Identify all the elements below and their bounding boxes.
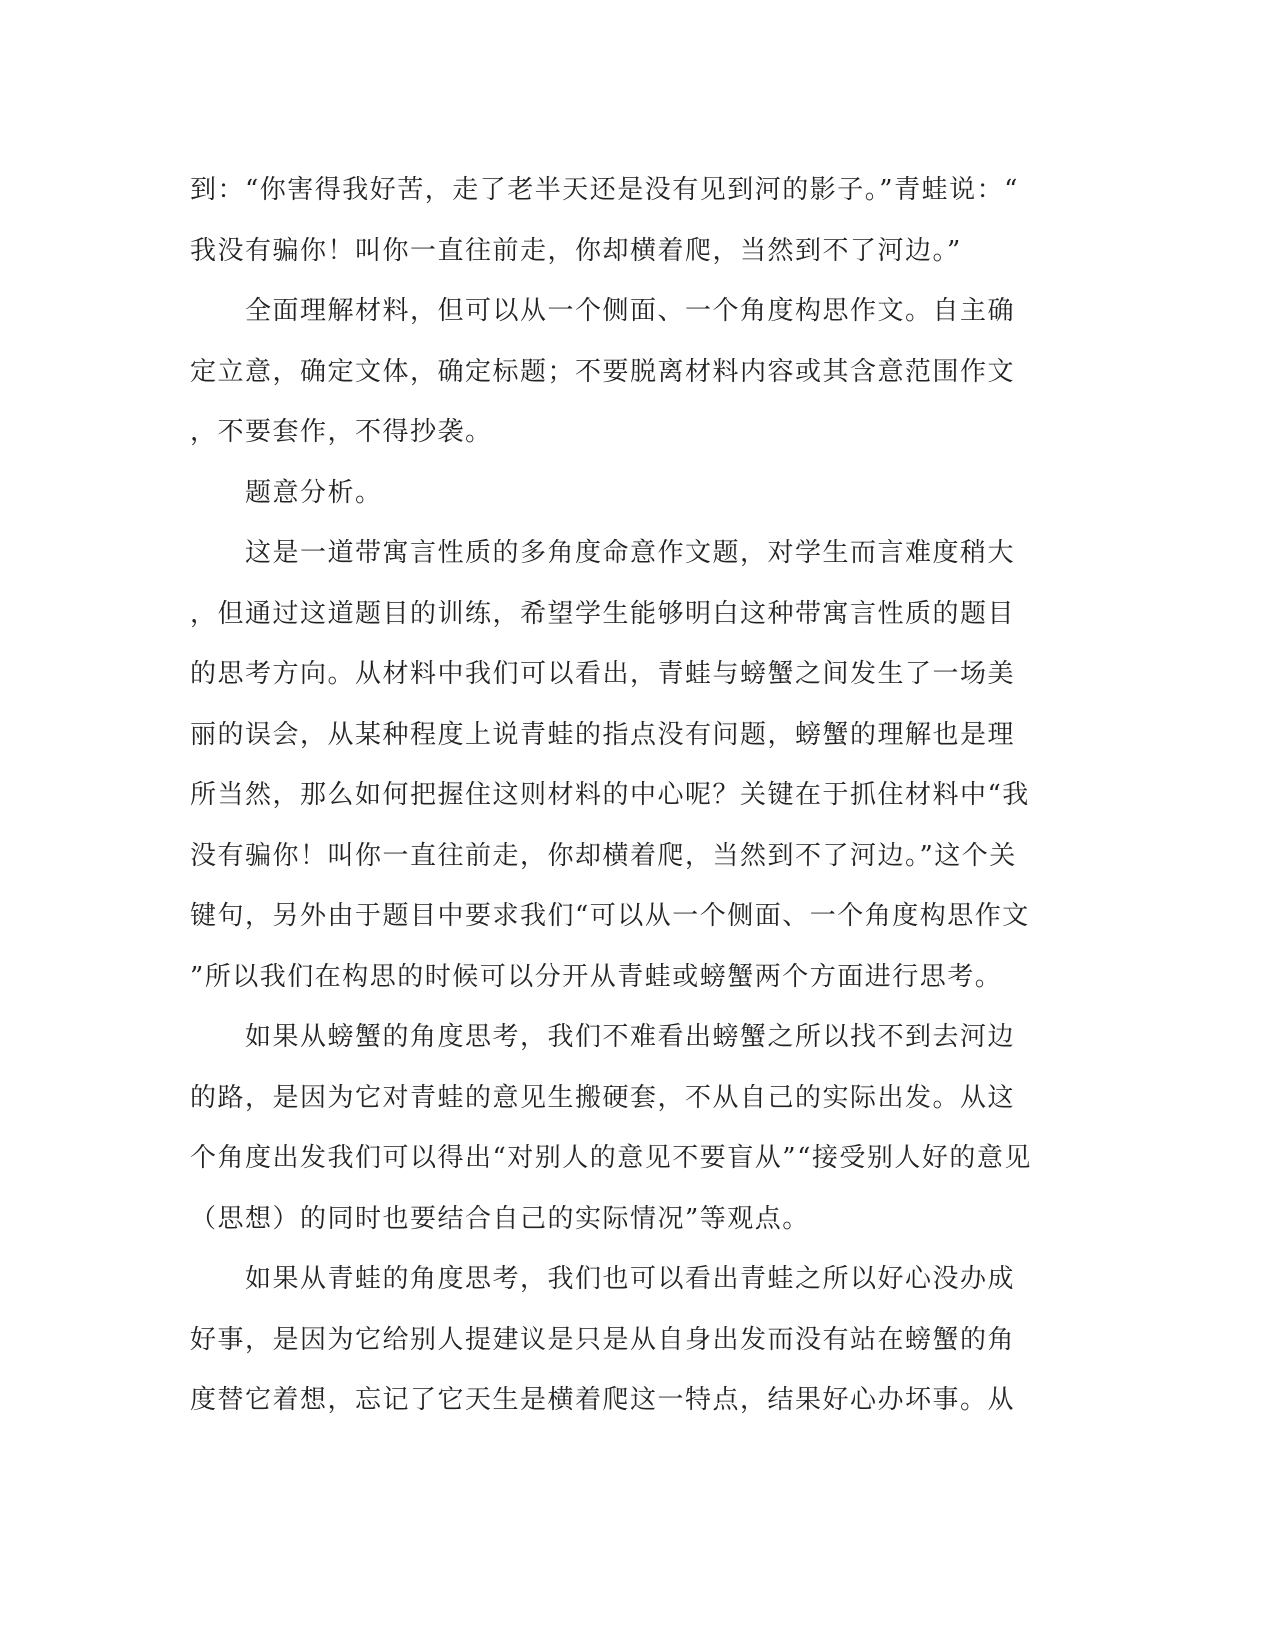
- text-line: 到：“你害得我好苦，走了老半天还是没有见到河的影子。”青蛙说：“: [190, 175, 1019, 205]
- text-line: 定立意，确定文体，确定标题；不要脱离材料内容或其含意范围作文: [190, 356, 1016, 387]
- text-line: ，不要套作，不得抄袭。: [190, 417, 493, 447]
- text-line: 键句，另外由于题目中要求我们“可以从一个侧面、一个角度构思作文: [190, 901, 1030, 931]
- text-line: ，但通过这道题目的训练，希望学生能够明白这种带寓言性质的题目: [190, 598, 1016, 629]
- body-text: [190, 160, 1090, 1431]
- text-line: ”所以我们在构思的时候可以分开从青蛙或螃蟹两个方面进行思考。: [190, 961, 1003, 992]
- text-line: 丽的误会，从某种程度上说青蛙的指点没有问题，螃蟹的理解也是理: [190, 719, 1016, 750]
- text-line: 个角度出发我们可以得出“对别人的意见不要盲从”“接受别人好的意见: [190, 1143, 1032, 1173]
- text-line: 如果从螃蟹的角度思考，我们不难看出螃蟹之所以找不到去河边: [190, 1022, 1016, 1052]
- text-line: 这是一道带寓言性质的多角度命意作文题，对学生而言难度稍大: [190, 538, 1016, 568]
- text-line: 如果从青蛙的角度思考，我们也可以看出青蛙之所以好心没办成: [190, 1264, 1016, 1294]
- text-line: （思想）的同时也要结合自己的实际情况”等观点。: [190, 1203, 810, 1234]
- text-line: 的路，是因为它对青蛙的意见生搬硬套，不从自己的实际出发。从这: [190, 1082, 1016, 1113]
- text-line: 度替它着想，忘记了它天生是横着爬这一特点，结果好心办坏事。从: [190, 1385, 1016, 1415]
- text-line: 好事，是因为它给别人提建议是只是从自身出发而没有站在螃蟹的角: [190, 1324, 1016, 1355]
- text-line: 题意分析。: [190, 477, 383, 508]
- text-line: 的思考方向。从材料中我们可以看出，青蛙与螃蟹之间发生了一场美: [190, 659, 1016, 689]
- text-line: 我没有骗你！叫你一直往前走，你却横着爬，当然到不了河边。”: [190, 235, 962, 266]
- text-line: 全面理解材料，但可以从一个侧面、一个角度构思作文。自主确: [190, 296, 1016, 326]
- text-line: 没有骗你！叫你一直往前走，你却横着爬，当然到不了河边。”这个关: [190, 840, 1017, 871]
- text-line: 所当然，那么如何把握住这则材料的中心呢？关键在于抓住材料中“我: [190, 780, 1030, 810]
